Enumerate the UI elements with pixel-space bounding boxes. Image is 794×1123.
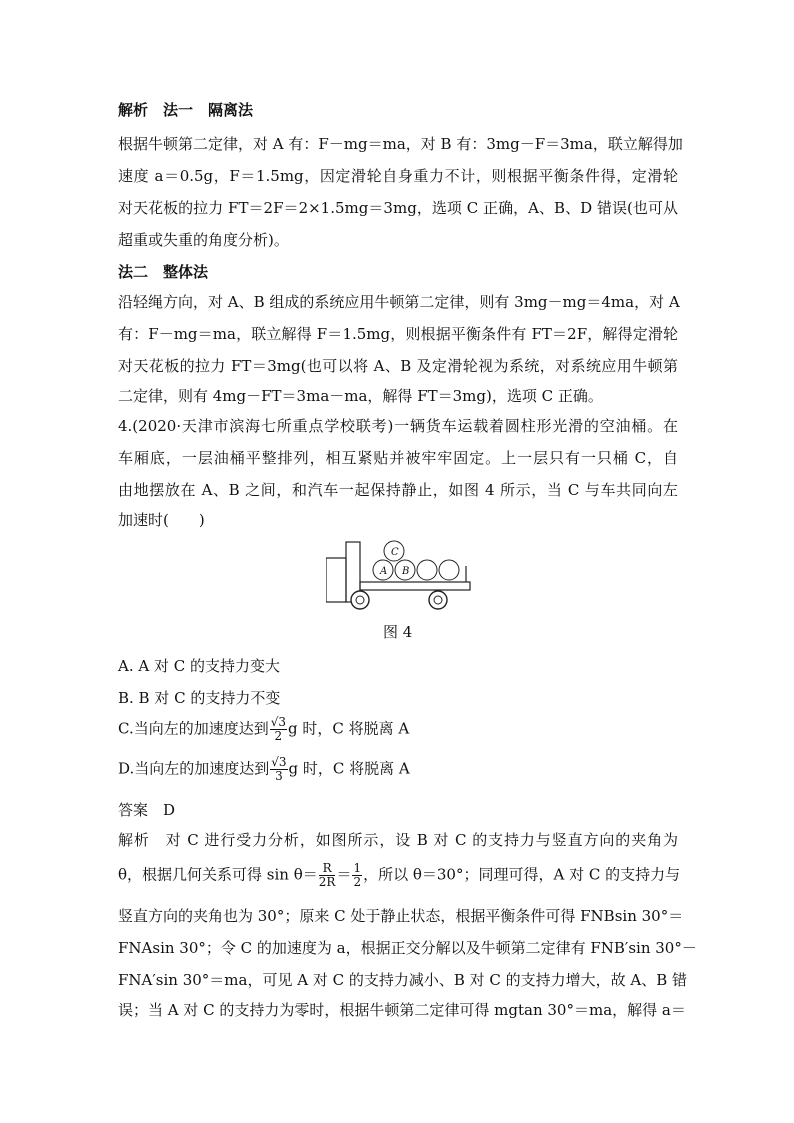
question-line: 加速时( ) [118, 511, 205, 529]
text-line: 对天花板的拉力 FT＝3mg(也可以将 A、B 及定滑轮视为系统，对系统应用牛顿第 [118, 357, 678, 375]
analysis-line: FNAsin 30°；令 C 的加速度为 a，根据正交分解以及牛顿第二定律有 FNB′sin 30°－ [118, 939, 697, 957]
figure-caption: 图 4 [383, 623, 413, 641]
analysis-line: θ，根据几何关系可得 sin θ＝ $\frac{R}{2R}$ ＝ $\frac{1}{2}$ ，所以 θ＝30°；同理可得，A 对 C 的支持力与 [118, 861, 681, 889]
text-line: 根据牛顿第二定律，对 A 有：F－mg＝ma，对 B 有：3mg－F＝3ma，联立解得加 [118, 135, 683, 153]
analysis-line: FNA′sin 30°＝ma，可见 A 对 C 的支持力减小、B 对 C 的支持力增大，故 A、B 错 [118, 971, 688, 989]
option-d: D.当向左的加速度达到 $\frac{√3}{3}$ g 时，C 将脱离 A [118, 755, 410, 783]
option-c: C.当向左的加速度达到 $\frac{√3}{2}$ g 时，C 将脱离 A [118, 715, 410, 743]
fraction: $\frac{1}{2}$ [353, 861, 362, 889]
analysis-line: 竖直方向的夹角也为 30°；原来 C 处于静止状态，根据平衡条件可得 FNBsin 30°＝ [118, 907, 684, 925]
truck-figure [326, 536, 476, 614]
question-line: 由地摆放在 A、B 之间，和汽车一起保持静止，如图 4 所示，当 C 与车共同向左 [118, 481, 678, 499]
answer-line: 答案 D [118, 801, 176, 819]
text-line: 二定律，则有 4mg－FT＝3ma－ma，解得 FT＝3mg)，选项 C 正确。 [118, 387, 603, 405]
label-c: C [391, 547, 399, 558]
analysis-line: 解析 对 C 进行受力分析，如图所示，设 B 对 C 的支持力与竖直方向的夹角为 [118, 831, 678, 849]
heading-method-two: 法二 整体法 [118, 263, 209, 281]
label-b: B [402, 566, 410, 577]
text-line: 沿轻绳方向，对 A、B 组成的系统应用牛顿第二定律，则有 3mg－mg＝4ma，对 A [118, 293, 680, 311]
fraction: $\frac{√3}{2}$ [270, 715, 286, 743]
heading-method-one: 解析 法一 隔离法 [118, 101, 254, 119]
option-a: A. A 对 C 的支持力变大 [118, 657, 280, 675]
question-line: 4.(2020·天津市滨海七所重点学校联考)一辆货车运载着圆柱形光滑的空油桶。在 [118, 417, 678, 435]
text-line: 超重或失重的角度分析)。 [118, 231, 289, 249]
analysis-line: 误；当 A 对 C 的支持力为零时，根据牛顿第二定律可得 mgtan 30°＝ma，解得 a＝ [118, 1001, 686, 1019]
option-b: B. B 对 C 的支持力不变 [118, 689, 281, 707]
fraction: $\frac{√3}{3}$ [271, 755, 287, 783]
label-a: A [380, 566, 388, 577]
fraction: $\frac{R}{2R}$ [318, 861, 336, 889]
text-line: 对天花板的拉力 FT＝2F＝2×1.5mg＝3mg，选项 C 正确，A、B、D 错误(也可从 [118, 199, 678, 217]
question-line: 车厢底，一层油桶平整排列，相互紧贴并被牢牢固定。上一层只有一只桶 C，自 [118, 449, 678, 467]
text-line: 有：F－mg＝ma，联立解得 F＝1.5mg，则根据平衡条件有 FT＝2F，解得定滑轮 [118, 325, 678, 343]
text-line: 速度 a＝0.5g，F＝1.5mg，因定滑轮自身重力不计，则根据平衡条件得，定滑轮 [118, 167, 678, 185]
